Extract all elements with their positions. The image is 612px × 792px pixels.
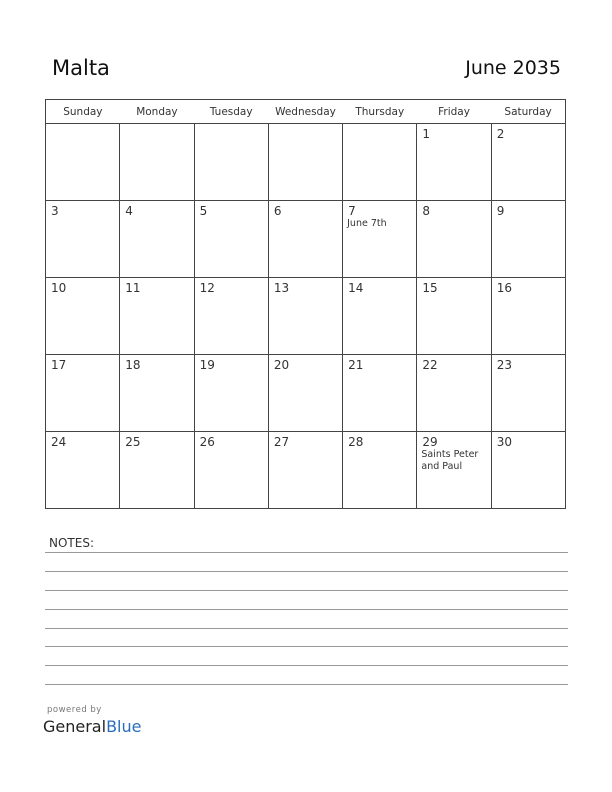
holiday-label: Saints Peter and Paul bbox=[421, 449, 479, 472]
note-line bbox=[45, 684, 568, 685]
weekday-friday: Friday bbox=[417, 100, 491, 124]
day-cell bbox=[120, 201, 194, 278]
day-number: 25 bbox=[125, 435, 141, 449]
day-number: 20 bbox=[273, 358, 290, 372]
day-cell bbox=[120, 355, 194, 432]
day-cell bbox=[491, 124, 565, 201]
day-number: 7 bbox=[348, 204, 356, 218]
calendar-grid bbox=[45, 99, 566, 509]
note-line bbox=[45, 665, 568, 666]
day-cell bbox=[491, 278, 565, 355]
day-number: 28 bbox=[348, 435, 364, 449]
weekday-sunday: Sunday bbox=[46, 100, 120, 124]
day-number: 4 bbox=[125, 204, 133, 218]
brand-blue-text: Blue bbox=[106, 717, 142, 736]
day-cell bbox=[46, 201, 120, 278]
weekday-saturday: Saturday bbox=[491, 100, 565, 124]
weekday-tuesday: Tuesday bbox=[194, 100, 268, 124]
day-cell bbox=[417, 432, 491, 509]
day-number: 14 bbox=[348, 281, 364, 295]
day-cell bbox=[194, 432, 268, 509]
day-number: 3 bbox=[51, 204, 59, 218]
day-cell bbox=[268, 278, 342, 355]
day-cell bbox=[343, 201, 417, 278]
day-number: 17 bbox=[51, 358, 67, 372]
day-cell bbox=[46, 124, 120, 201]
day-number: 19 bbox=[199, 358, 215, 372]
note-line bbox=[45, 609, 568, 610]
week-row bbox=[46, 278, 566, 355]
day-number: 10 bbox=[51, 281, 67, 295]
day-number: 27 bbox=[273, 435, 290, 449]
day-cell bbox=[343, 278, 417, 355]
month-year-title: June 2035 bbox=[465, 57, 561, 79]
day-number: 1 bbox=[422, 127, 431, 141]
day-number: 9 bbox=[496, 204, 505, 218]
day-number: 29 bbox=[422, 435, 438, 449]
week-row bbox=[46, 432, 566, 509]
notes-label: NOTES: bbox=[49, 536, 94, 550]
day-number: 24 bbox=[51, 435, 67, 449]
day-number: 30 bbox=[496, 435, 512, 449]
day-number: 13 bbox=[273, 281, 290, 295]
day-number: 12 bbox=[199, 281, 215, 295]
holiday-label: June 7th bbox=[347, 218, 387, 229]
day-number: 22 bbox=[422, 358, 438, 372]
note-line bbox=[45, 571, 568, 572]
week-row bbox=[46, 201, 566, 278]
country-title: Malta bbox=[52, 56, 110, 80]
day-number: 2 bbox=[496, 127, 505, 141]
day-number: 11 bbox=[125, 281, 141, 295]
day-cell bbox=[46, 432, 120, 509]
day-cell bbox=[120, 124, 194, 201]
day-cell bbox=[491, 432, 565, 509]
day-cell bbox=[491, 201, 565, 278]
week-row bbox=[46, 124, 566, 201]
week-row bbox=[46, 355, 566, 432]
day-number: 5 bbox=[199, 204, 208, 218]
day-cell bbox=[194, 124, 268, 201]
day-number: 8 bbox=[422, 204, 431, 218]
day-cell bbox=[194, 201, 268, 278]
day-cell bbox=[120, 432, 194, 509]
day-number: 18 bbox=[125, 358, 141, 372]
day-cell bbox=[417, 355, 491, 432]
day-cell bbox=[268, 124, 342, 201]
generalblue-logo bbox=[43, 717, 141, 736]
note-line bbox=[45, 552, 568, 553]
day-number: 26 bbox=[199, 435, 215, 449]
day-cell bbox=[268, 201, 342, 278]
day-cell bbox=[194, 355, 268, 432]
day-cell bbox=[491, 355, 565, 432]
day-cell bbox=[343, 432, 417, 509]
day-number: 16 bbox=[496, 281, 512, 295]
weekday-thursday: Thursday bbox=[343, 100, 417, 124]
day-number: 15 bbox=[422, 281, 438, 295]
brand-general-text: General bbox=[43, 717, 107, 736]
day-cell bbox=[120, 278, 194, 355]
day-number: 23 bbox=[496, 358, 512, 372]
day-cell bbox=[46, 278, 120, 355]
day-number: 21 bbox=[348, 358, 364, 372]
day-cell bbox=[268, 432, 342, 509]
day-number: 6 bbox=[273, 204, 282, 218]
weekday-monday: Monday bbox=[120, 100, 194, 124]
day-cell bbox=[417, 278, 491, 355]
note-line bbox=[45, 628, 568, 629]
day-cell bbox=[417, 124, 491, 201]
weekday-header-row bbox=[46, 100, 566, 124]
day-cell bbox=[194, 278, 268, 355]
day-cell bbox=[343, 124, 417, 201]
note-line bbox=[45, 590, 568, 591]
powered-by-text: powered by bbox=[47, 705, 102, 715]
day-cell bbox=[46, 355, 120, 432]
day-cell bbox=[268, 355, 342, 432]
weekday-wednesday: Wednesday bbox=[268, 100, 342, 124]
day-cell bbox=[343, 355, 417, 432]
note-line bbox=[45, 646, 568, 647]
day-cell bbox=[417, 201, 491, 278]
